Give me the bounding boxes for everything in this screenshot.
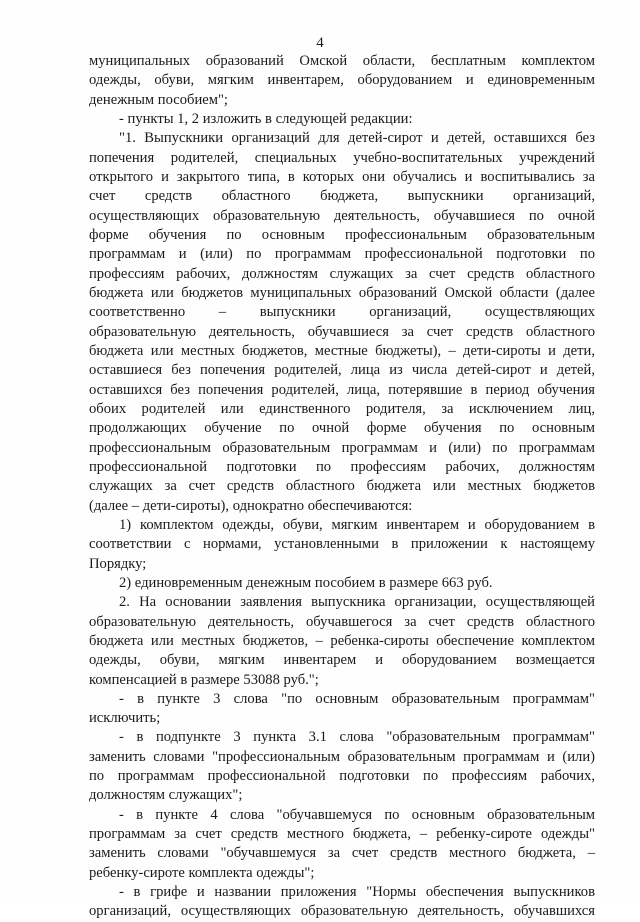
text-line: денежным пособием"; xyxy=(89,91,228,108)
text-line: одежды, обуви, мягким инвентарем, оборудованием и единовременным xyxy=(89,72,595,89)
text-line: открытого и закрытого типа, в которых они обучались и воспитывались за xyxy=(89,168,595,185)
text-line: профессиям рабочих, должностям служащих за счет средств областного xyxy=(89,265,595,282)
text-line: - в пункте 3 слова "по основным образовательным программам" xyxy=(119,690,595,707)
text-line: форме обучения по основным профессиональным образовательным xyxy=(89,226,595,243)
text-line: (далее – дети-сироты), однократно обеспечиваются: xyxy=(89,497,413,514)
text-line: служащих за счет средств областного бюджета или местных бюджетов xyxy=(89,478,595,495)
text-line: продолжающих обучение по очной форме обучения по основным xyxy=(89,420,595,437)
text-line: муниципальных образований Омской области, бесплатным комплектом xyxy=(89,53,595,69)
text-line: попечения родителей, специальных учебно-воспитательных учреждений xyxy=(89,149,595,166)
text-line: оставшихся без попечения родителей, лица, потерявшие в период обучения xyxy=(89,381,595,398)
text-line: обоих родителей или единственного родителя, за исключением лиц, xyxy=(89,400,595,417)
text-line: счет средств областного бюджета, выпускники организаций, xyxy=(89,188,595,205)
text-line: осуществляющих образовательную деятельность, обучавшиеся по очной xyxy=(89,207,595,224)
text-line: 1) комплектом одежды, обуви, мягким инвентарем и оборудованием в xyxy=(119,516,595,533)
page-number: 4 xyxy=(316,35,324,51)
text-line: 2) единовременным денежным пособием в размере 663 руб. xyxy=(119,574,493,591)
text-line: заменить словами "обучавшемуся за счет средств местного бюджета, – xyxy=(89,845,595,862)
text-line: одежды, обуви, мягким инвентарем и оборудованием возмещается xyxy=(89,652,595,669)
text-line: заменить словами "профессиональным образовательным программам и (или) xyxy=(89,748,595,765)
text-line: бюджета или местных бюджетов, – ребенка-сироты обеспечение комплектом xyxy=(89,632,595,649)
text-line: образовательную деятельность, обучавшиеся за счет средств областного xyxy=(89,323,595,340)
text-line: исключить; xyxy=(89,710,161,727)
text-line: 2. На основании заявления выпускника организации, осуществляющей xyxy=(119,594,595,611)
text-line: бюджета или бюджетов муниципальных образований Омской области (далее xyxy=(89,284,595,301)
text-line: - пункты 1, 2 изложить в следующей редакции: xyxy=(119,110,413,127)
text-line: - в подпункте 3 пункта 3.1 слова "образовательным программам" xyxy=(119,729,595,746)
text-line: образовательную деятельность, обучавшегося за счет средств областного xyxy=(89,613,595,630)
text-line: соответственно – выпускники организаций, осуществляющих xyxy=(89,304,595,321)
text-line: ребенку-сироте комплекта одежды"; xyxy=(89,864,315,881)
text-line: организаций, осуществляющих образовательную деятельность, обучавшихся xyxy=(89,903,595,920)
text-line: бюджета или местных бюджетов, местные бюджеты), – дети-сироты и дети, xyxy=(89,342,595,359)
text-line: "1. Выпускники организаций для детей-сирот и детей, оставшихся без xyxy=(119,130,595,147)
text-line: программам и (или) по программам профессиональной подготовки по xyxy=(89,246,595,263)
document-body xyxy=(89,52,595,922)
text-line: профессиональной подготовки по профессиям рабочих, должностям xyxy=(89,458,595,475)
text-line: - в грифе и названии приложения "Нормы обеспечения выпускников xyxy=(119,884,595,901)
text-line: оставшиеся без попечения родителей, лица из числа детей-сирот и детей, xyxy=(89,362,595,379)
text-line: компенсацией в размере 53088 руб."; xyxy=(89,671,319,688)
text-line: соответствии с нормами, установленными в приложении к настоящему xyxy=(89,536,595,553)
text-line: по программам профессиональной подготовки по профессиям рабочих, xyxy=(89,768,595,785)
text-line: должностям служащих"; xyxy=(89,787,243,804)
text-line: программам за счет средств местного бюджета, – ребенку-сироте одежды" xyxy=(89,826,595,843)
text-line: - в пункте 4 слова "обучавшемуся по основным образовательным xyxy=(119,806,595,823)
text-line: профессиональным образовательным программам и (или) по программам xyxy=(89,439,595,456)
text-line: Порядку; xyxy=(89,555,147,572)
